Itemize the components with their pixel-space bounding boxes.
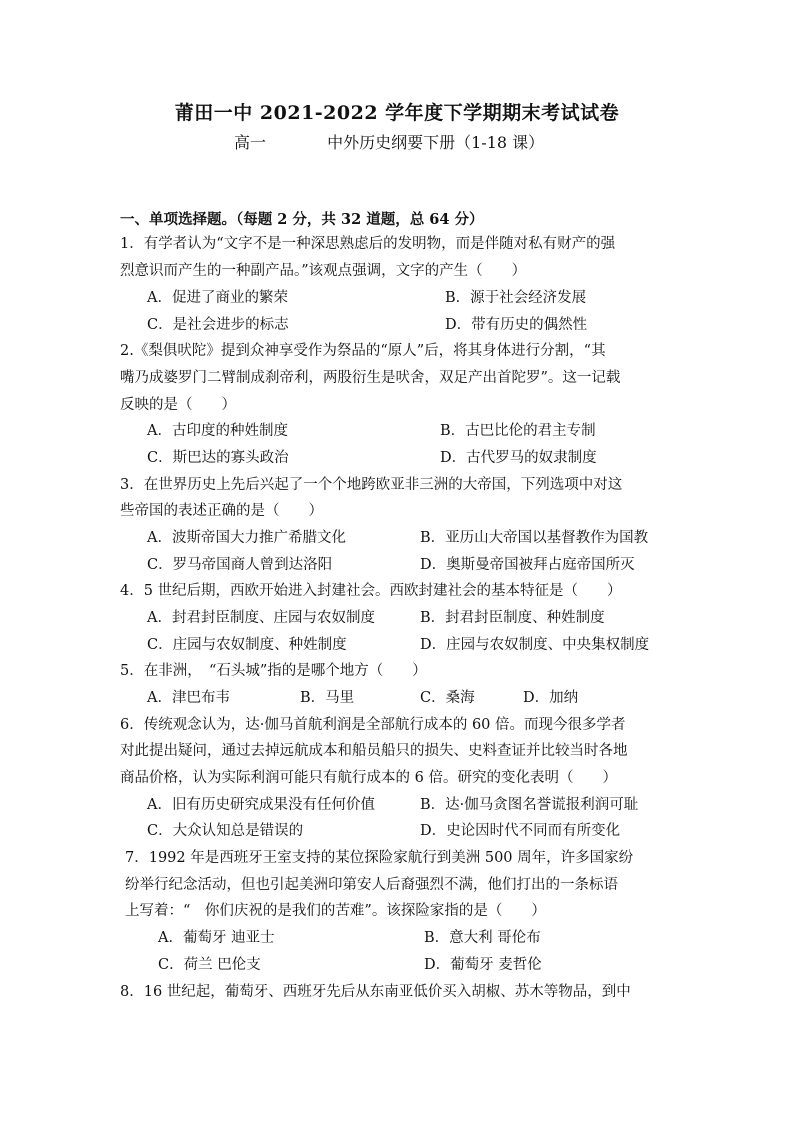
- question-2-option-c: C．斯巴达的寡头政治: [147, 450, 289, 466]
- question-3-option-b: B．亚历山大帝国以基督教作为国教: [420, 530, 649, 546]
- question-1-option-b: B．源于社会经济发展: [445, 290, 587, 306]
- question-2-line-3: 反映的是（ ）: [120, 397, 236, 413]
- question-6-option-a: A．旧有历史研究成果没有任何价值: [147, 797, 375, 813]
- question-3-option-d: D．奥斯曼帝国被拜占庭帝国所灭: [420, 557, 635, 573]
- question-7-line-3: 上写着：“ 你们庆祝的是我们的苦难”。该探险家指的是（ ）: [125, 903, 546, 919]
- question-6-line-3: 商品价格，认为实际利润可能只有航行成本的 6 倍。研究的变化表明（ ）: [120, 770, 617, 786]
- question-7-option-a: A．葡萄牙 迪亚士: [158, 930, 275, 946]
- question-5-line-1: 5．在非洲， “石头城”指的是哪个地方（ ）: [120, 663, 427, 679]
- question-4-option-d: D．庄园与农奴制度、中央集权制度: [420, 637, 650, 653]
- question-1-option-c: C．是社会进步的标志: [147, 317, 289, 333]
- course-label: 中外历史纲要下册（1-18 课）: [327, 133, 545, 152]
- question-2-option-a: A．古印度的种姓制度: [147, 423, 288, 439]
- exam-title: 莆田一中 2021-2022 学年度下学期期末考试试卷: [174, 102, 620, 124]
- question-3-option-a: A．波斯帝国大力推广希腊文化: [147, 530, 346, 546]
- question-6-line-2: 对此提出疑问，通过去掉远航成本和船员船只的损失、史料查证并比较当时各地: [120, 743, 628, 759]
- section-heading: 一、单项选择题。（每题 2 分，共 32 道题，总 64 分）: [120, 211, 484, 228]
- question-6-option-d: D．史论因时代不同而有所变化: [420, 823, 621, 839]
- question-4-option-c: C．庄园与农奴制度、种姓制度: [147, 637, 347, 653]
- question-7-line-2: 纷举行纪念活动，但也引起美洲印第安人后裔强烈不满，他们打出的一条标语: [125, 877, 618, 893]
- question-5-option-c: C．桑海: [420, 690, 475, 706]
- question-4-line-1: 4．5 世纪后期，西欧开始进入封建社会。西欧封建社会的基本特征是（ ）: [120, 583, 622, 599]
- question-3-line-2: 些帝国的表述正确的是（ ）: [120, 503, 323, 519]
- question-7-option-b: B．意大利 哥伦布: [424, 930, 541, 946]
- question-5-option-d: D．加纳: [523, 690, 579, 706]
- question-6-option-c: C．大众认知总是错误的: [147, 823, 304, 839]
- question-2-option-b: B．古巴比伦的君主专制: [440, 423, 596, 439]
- question-3-line-1: 3．在世界历史上先后兴起了一个个地跨欧亚非三洲的大帝国，下列选项中对这: [120, 477, 623, 493]
- question-1-line-2: 烈意识而产生的一种副产品。”该观点强调，文字的产生（ ）: [120, 263, 527, 279]
- question-4-option-b: B．封君封臣制度、种姓制度: [420, 610, 605, 626]
- exam-subtitle: [234, 130, 544, 153]
- question-5-option-a: A．津巴布韦: [147, 690, 230, 706]
- question-2-line-1: 2.《梨俱吠陀》提到众神享受作为祭品的“原人”后，将其身体进行分割，“其: [120, 343, 606, 359]
- grade-label: 高一: [234, 133, 267, 152]
- question-4-option-a: A．封君封臣制度、庄园与农奴制度: [147, 610, 375, 626]
- question-2-line-2: 嘴乃成婆罗门二臂制成刹帝利，两股衍生是吠舍，双足产出首陀罗”。这一记载: [120, 370, 621, 386]
- question-2-option-d: D．古代罗马的奴隶制度: [440, 450, 597, 466]
- question-6-line-1: 6．传统观念认为，达·伽马首航利润是全部航行成本的 60 倍。而现今很多学者: [120, 717, 626, 733]
- question-1-option-a: A．促进了商业的繁荣: [147, 290, 288, 306]
- question-5-option-b: B．马里: [300, 690, 355, 706]
- question-1-option-d: D．带有历史的偶然性: [445, 317, 588, 333]
- question-7-option-c: C．荷兰 巴伦支: [158, 957, 261, 973]
- question-7-line-1: 7．1992 年是西班牙王室支持的某位探险家航行到美洲 500 周年，许多国家纷: [125, 850, 634, 866]
- question-6-option-b: B．达·伽马贪图名誉谎报利润可耻: [420, 797, 639, 813]
- question-8-line-1: 8．16 世纪起，葡萄牙、西班牙先后从东南亚低价买入胡椒、苏木等物品，到中: [120, 984, 631, 1000]
- question-3-option-c: C．罗马帝国商人曾到达洛阳: [147, 557, 333, 573]
- question-7-option-d: D．葡萄牙 麦哲伦: [424, 957, 542, 973]
- question-1-line-1: 1．有学者认为“文字不是一种深思熟虑后的发明物，而是伴随对私有财产的强: [120, 236, 616, 252]
